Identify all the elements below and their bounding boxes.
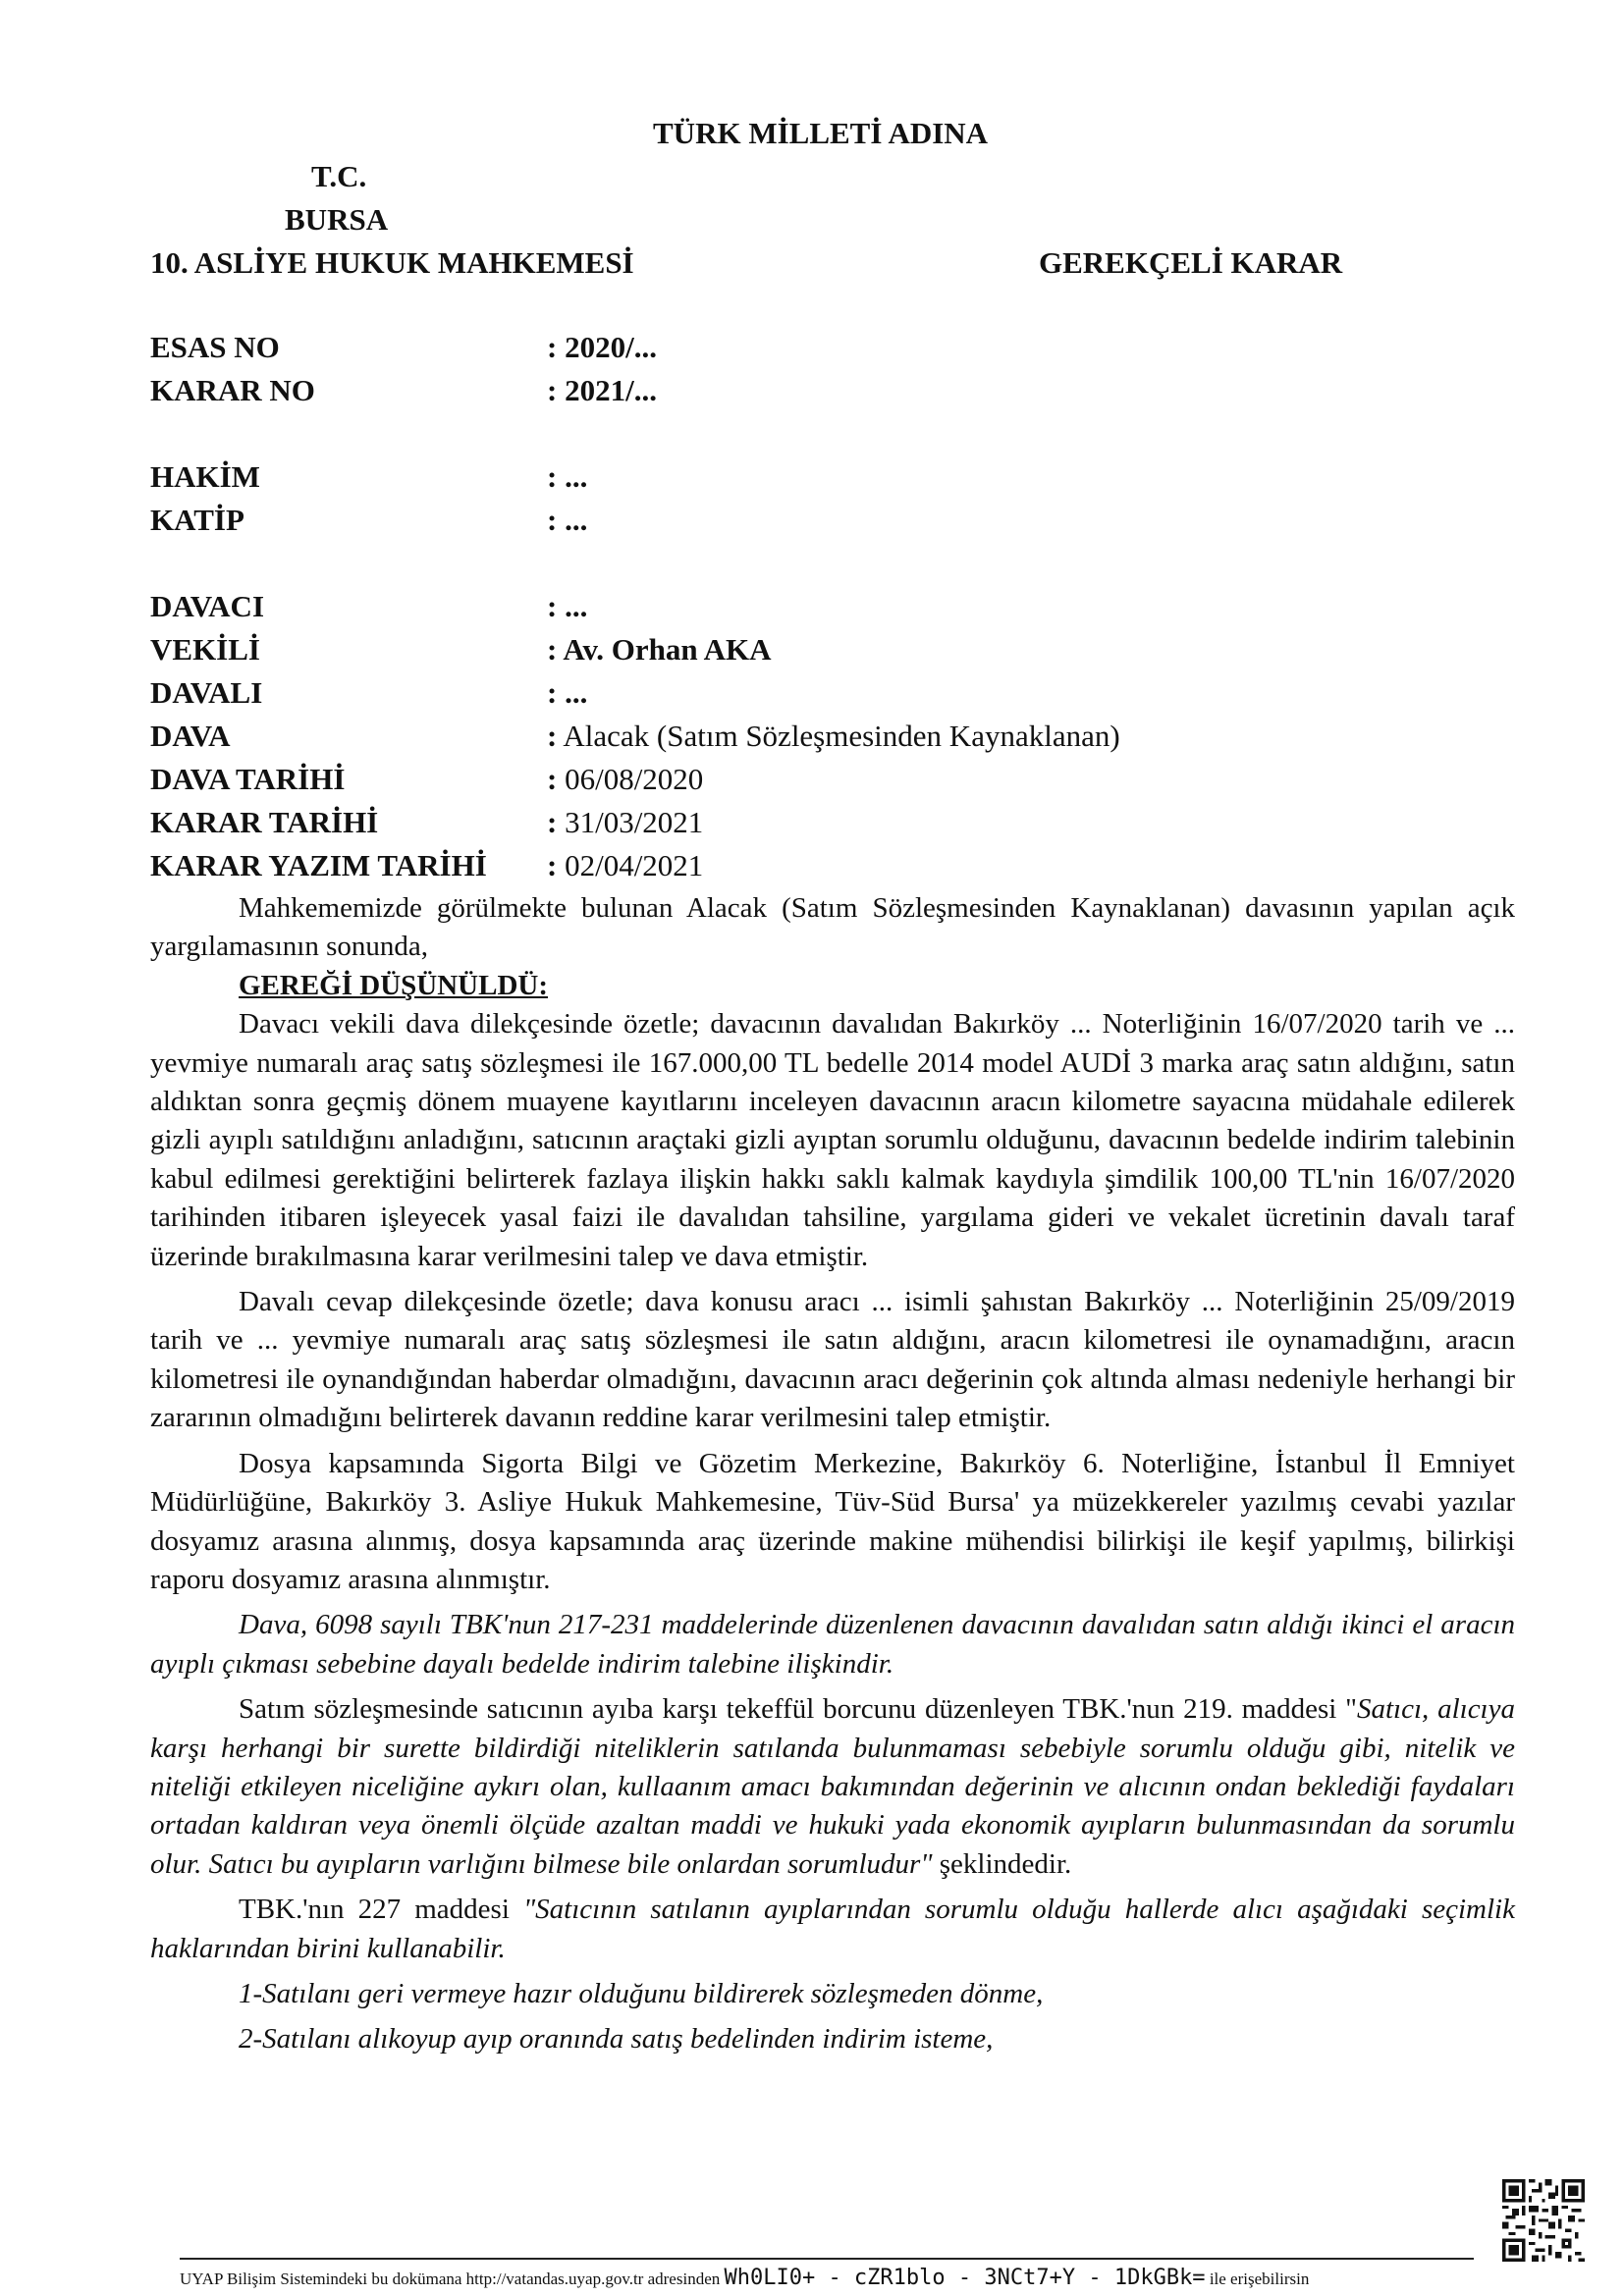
qr-code-icon	[1502, 2179, 1585, 2262]
hakim-label: HAKİM	[150, 459, 260, 494]
meta-row-esas	[150, 330, 1230, 373]
document-title: TÜRK MİLLETİ ADINA	[653, 116, 989, 150]
davaci-label: DAVACI	[150, 589, 265, 623]
karar-label: KARAR NO	[150, 373, 315, 407]
meta-row-davaci	[150, 589, 1230, 632]
meta-row-vekili	[150, 632, 1230, 675]
dava-tarihi-value-wrap: : 06/08/2020	[547, 762, 704, 796]
yazim-tarihi-value: 02/04/2021	[565, 848, 704, 882]
evidence-paragraph: Dosya kapsamında Sigorta Bilgi ve Gözetim Merkezine, Bakırköy 6. Noterliğine, İstanbul İl Emniyet Müdürlüğüne, Bakırköy 3. Asliye Hukuk Mahkemesine, Tüv-Süd Bursa' ya müzekkereler yazılmış cevabi yazılar dosyamız arasına alınmış, dosya kapsamında araç üzerinde makine mühendisi bilirkişi ile keşif yapılmış, bilirkişi raporu dosyamız arasına alınmıştır.	[150, 1447, 1515, 1595]
meta-row-katip	[150, 503, 1230, 546]
meta-row-dava	[150, 719, 1230, 762]
dava-value-wrap: : Alacak (Satım Sözleşmesinden Kaynaklanan)	[547, 719, 1120, 753]
article-227-intro: TBK.'nın 227 maddesi	[239, 1894, 523, 1926]
city-label: BURSA	[285, 202, 389, 237]
vekili-label: VEKİLİ	[150, 632, 260, 667]
court-name: 10. ASLİYE HUKUK MAHKEMESİ	[150, 245, 634, 280]
article-227-paragraph	[150, 1891, 1515, 1968]
dava-value: Alacak (Satım Sözleşmesinden Kaynaklanan)	[563, 719, 1120, 753]
karar-tarihi-value-wrap: : 31/03/2021	[547, 805, 704, 839]
option-item-2	[150, 2020, 1515, 2058]
meta-row-hakim	[150, 459, 1230, 503]
case-nature-paragraph	[150, 1606, 1515, 1683]
esas-value: 2020/...	[565, 330, 657, 364]
vekili-value: Av. Orhan AKA	[563, 632, 772, 667]
meta-row-karar-tarihi	[150, 805, 1230, 848]
footer-suffix: ile erişebilirsin	[1209, 2269, 1310, 2288]
davali-value: ...	[565, 675, 588, 710]
meta-row-dava-tarihi	[150, 762, 1230, 805]
intro-paragraph: Mahkememizde görülmekte bulunan Alacak (Satım Sözleşmesinden Kaynaklanan) davasının yapılan açık yargılamasının sonunda,	[150, 892, 1515, 963]
footer	[180, 2266, 1486, 2290]
article-219-quote: Satıcı, alıcıya karşı herhangi bir surette bildirdiği niteliklerin satılanda bulunmaması sebebiyle sorumlu olduğu gibi, nitelik ve niteliği etkileyen niceliğine aykırı olan, kullaanım amacı bakımından değerinin ve alıcının ondan beklediği faydaları ortadan kaldıran veya önemli ölçüde azaltan maddi ve hukuki yada ekonomik ayıpların bulunmasından da sorumlu olur. Satıcı bu ayıpların varlığını bilmese bile onlardan sorumludur"	[150, 1693, 1515, 1880]
case-nature-text: Dava, 6098 sayılı TBK'nun 217-231 maddelerinde düzenlenen davacının davalıdan satın aldığı ikinci el aracın ayıplı çıkması sebebine dayalı bedelde indirim talebine ilişkindir.	[150, 1609, 1515, 1680]
katip-value: ...	[565, 503, 588, 537]
plaintiff-claim-paragraph: Davacı vekili dava dilekçesinde özetle; davacının davalıdan Bakırköy ... Noterliğinin 16/07/2020 tarih ve ... yevmiye numaralı araç satış sözleşmesi ile 167.000,00 TL bedelle 2014 model AUDİ 3 marka araç satın aldığını, satın aldıktan sonra geçmiş dönem muayene kayıtlarını inceleyen davacının aracın kilometre sayacına müdahale edilerek gizli ayıplı satıldığını anladığını, satıcının araçtaki gizli ayıptan sorumlu olduğunu, davacının bedelde indirim talebinin kabul edilmesi gerektiğini belirterek fazlaya ilişkin hakkı saklı kalmak kaydıyla şimdilik 100,00 TL'nin 16/07/2020 tarihinden itibaren işleyecek yasal faizi ile davalıdan tahsiline, yargılama gideri ve vekalet ücretinin davalı taraf üzerinde bırakılmasına karar verilmesini talep ve dava etmiştir.	[150, 1008, 1515, 1272]
katip-value-wrap: : ...	[547, 503, 588, 537]
karar-tarihi-value: 31/03/2021	[565, 805, 704, 839]
dava-tarihi-value: 06/08/2020	[565, 762, 704, 796]
article-219-intro: Satım sözleşmesinde satıcının ayıba karşı tekeffül borcunu düzenleyen TBK.'nun 219. maddesi "	[239, 1693, 1357, 1726]
footer-prefix: UYAP Bilişim Sistemindeki bu dokümana http://vatandas.uyap.gov.tr adresinden	[180, 2269, 721, 2288]
davali-value-wrap: : ...	[547, 675, 588, 710]
meta-row-yazim-tarihi	[150, 848, 1230, 891]
hakim-value: ...	[565, 459, 588, 494]
section-heading: GEREĞİ DÜŞÜNÜLDÜ:	[239, 969, 549, 1001]
yazim-tarihi-label: KARAR YAZIM TARİHİ	[150, 848, 487, 882]
access-code: Wh0LI0+ - cZR1blo - 3NCt7+Y - 1DkGBk=	[724, 2266, 1206, 2290]
davali-label: DAVALI	[150, 675, 263, 710]
document-type: GEREKÇELİ KARAR	[1039, 245, 1343, 280]
karar-value: 2021/...	[565, 373, 657, 407]
vekili-value-wrap: : Av. Orhan AKA	[547, 632, 772, 667]
dava-label: DAVA	[150, 719, 231, 753]
case-metadata	[150, 330, 1230, 891]
karar-tarihi-label: KARAR TARİHİ	[150, 805, 379, 839]
meta-row-davali	[150, 675, 1230, 719]
dava-tarihi-label: DAVA TARİHİ	[150, 762, 346, 796]
article-219-paragraph	[150, 1690, 1515, 1884]
article-219-end: şeklindedir.	[932, 1847, 1072, 1880]
tc-label: T.C.	[311, 159, 367, 193]
footer-divider	[180, 2258, 1474, 2260]
yazim-tarihi-value-wrap: : 02/04/2021	[547, 848, 704, 882]
article-227-quote: "Satıcının satılanın ayıplarından sorumlu olduğu hallerde alıcı aşağıdaki seçimlik haklarından birini kullanabilir.	[150, 1894, 1515, 1964]
esas-value-wrap: : 2020/...	[547, 330, 657, 364]
option-item-1-text: 1-Satılanı geri vermeye hazır olduğunu bildirerek sözleşmeden dönme,	[239, 1977, 1044, 2009]
hakim-value-wrap: : ...	[547, 459, 588, 494]
davaci-value-wrap: : ...	[547, 589, 588, 623]
katip-label: KATİP	[150, 503, 244, 537]
davaci-value: ...	[565, 589, 588, 623]
option-item-2-text: 2-Satılanı alıkoyup ayıp oranında satış bedelinden indirim isteme,	[239, 2023, 994, 2056]
decision-body	[150, 889, 1515, 2059]
defendant-answer-paragraph: Davalı cevap dilekçesinde özetle; dava konusu aracı ... isimli şahıstan Bakırköy ... Noterliğinin 25/09/2019 tarih ve ... yevmiye numaralı araç satış sözleşmesi ile satın aldığını, aracın kilometresi ile oynamadığını, aracın kilometresi ile oynandığından haberdar olmadığını, davacının aracı değerinin çok altında alması nedeniyle herhangi bir zararının olmadığını belirterek davanın reddine karar verilmesini talep etmiştir.	[150, 1286, 1515, 1434]
karar-value-wrap: : 2021/...	[547, 373, 657, 407]
option-item-1	[150, 1975, 1515, 2013]
meta-row-karar	[150, 373, 1230, 416]
esas-label: ESAS NO	[150, 330, 280, 364]
